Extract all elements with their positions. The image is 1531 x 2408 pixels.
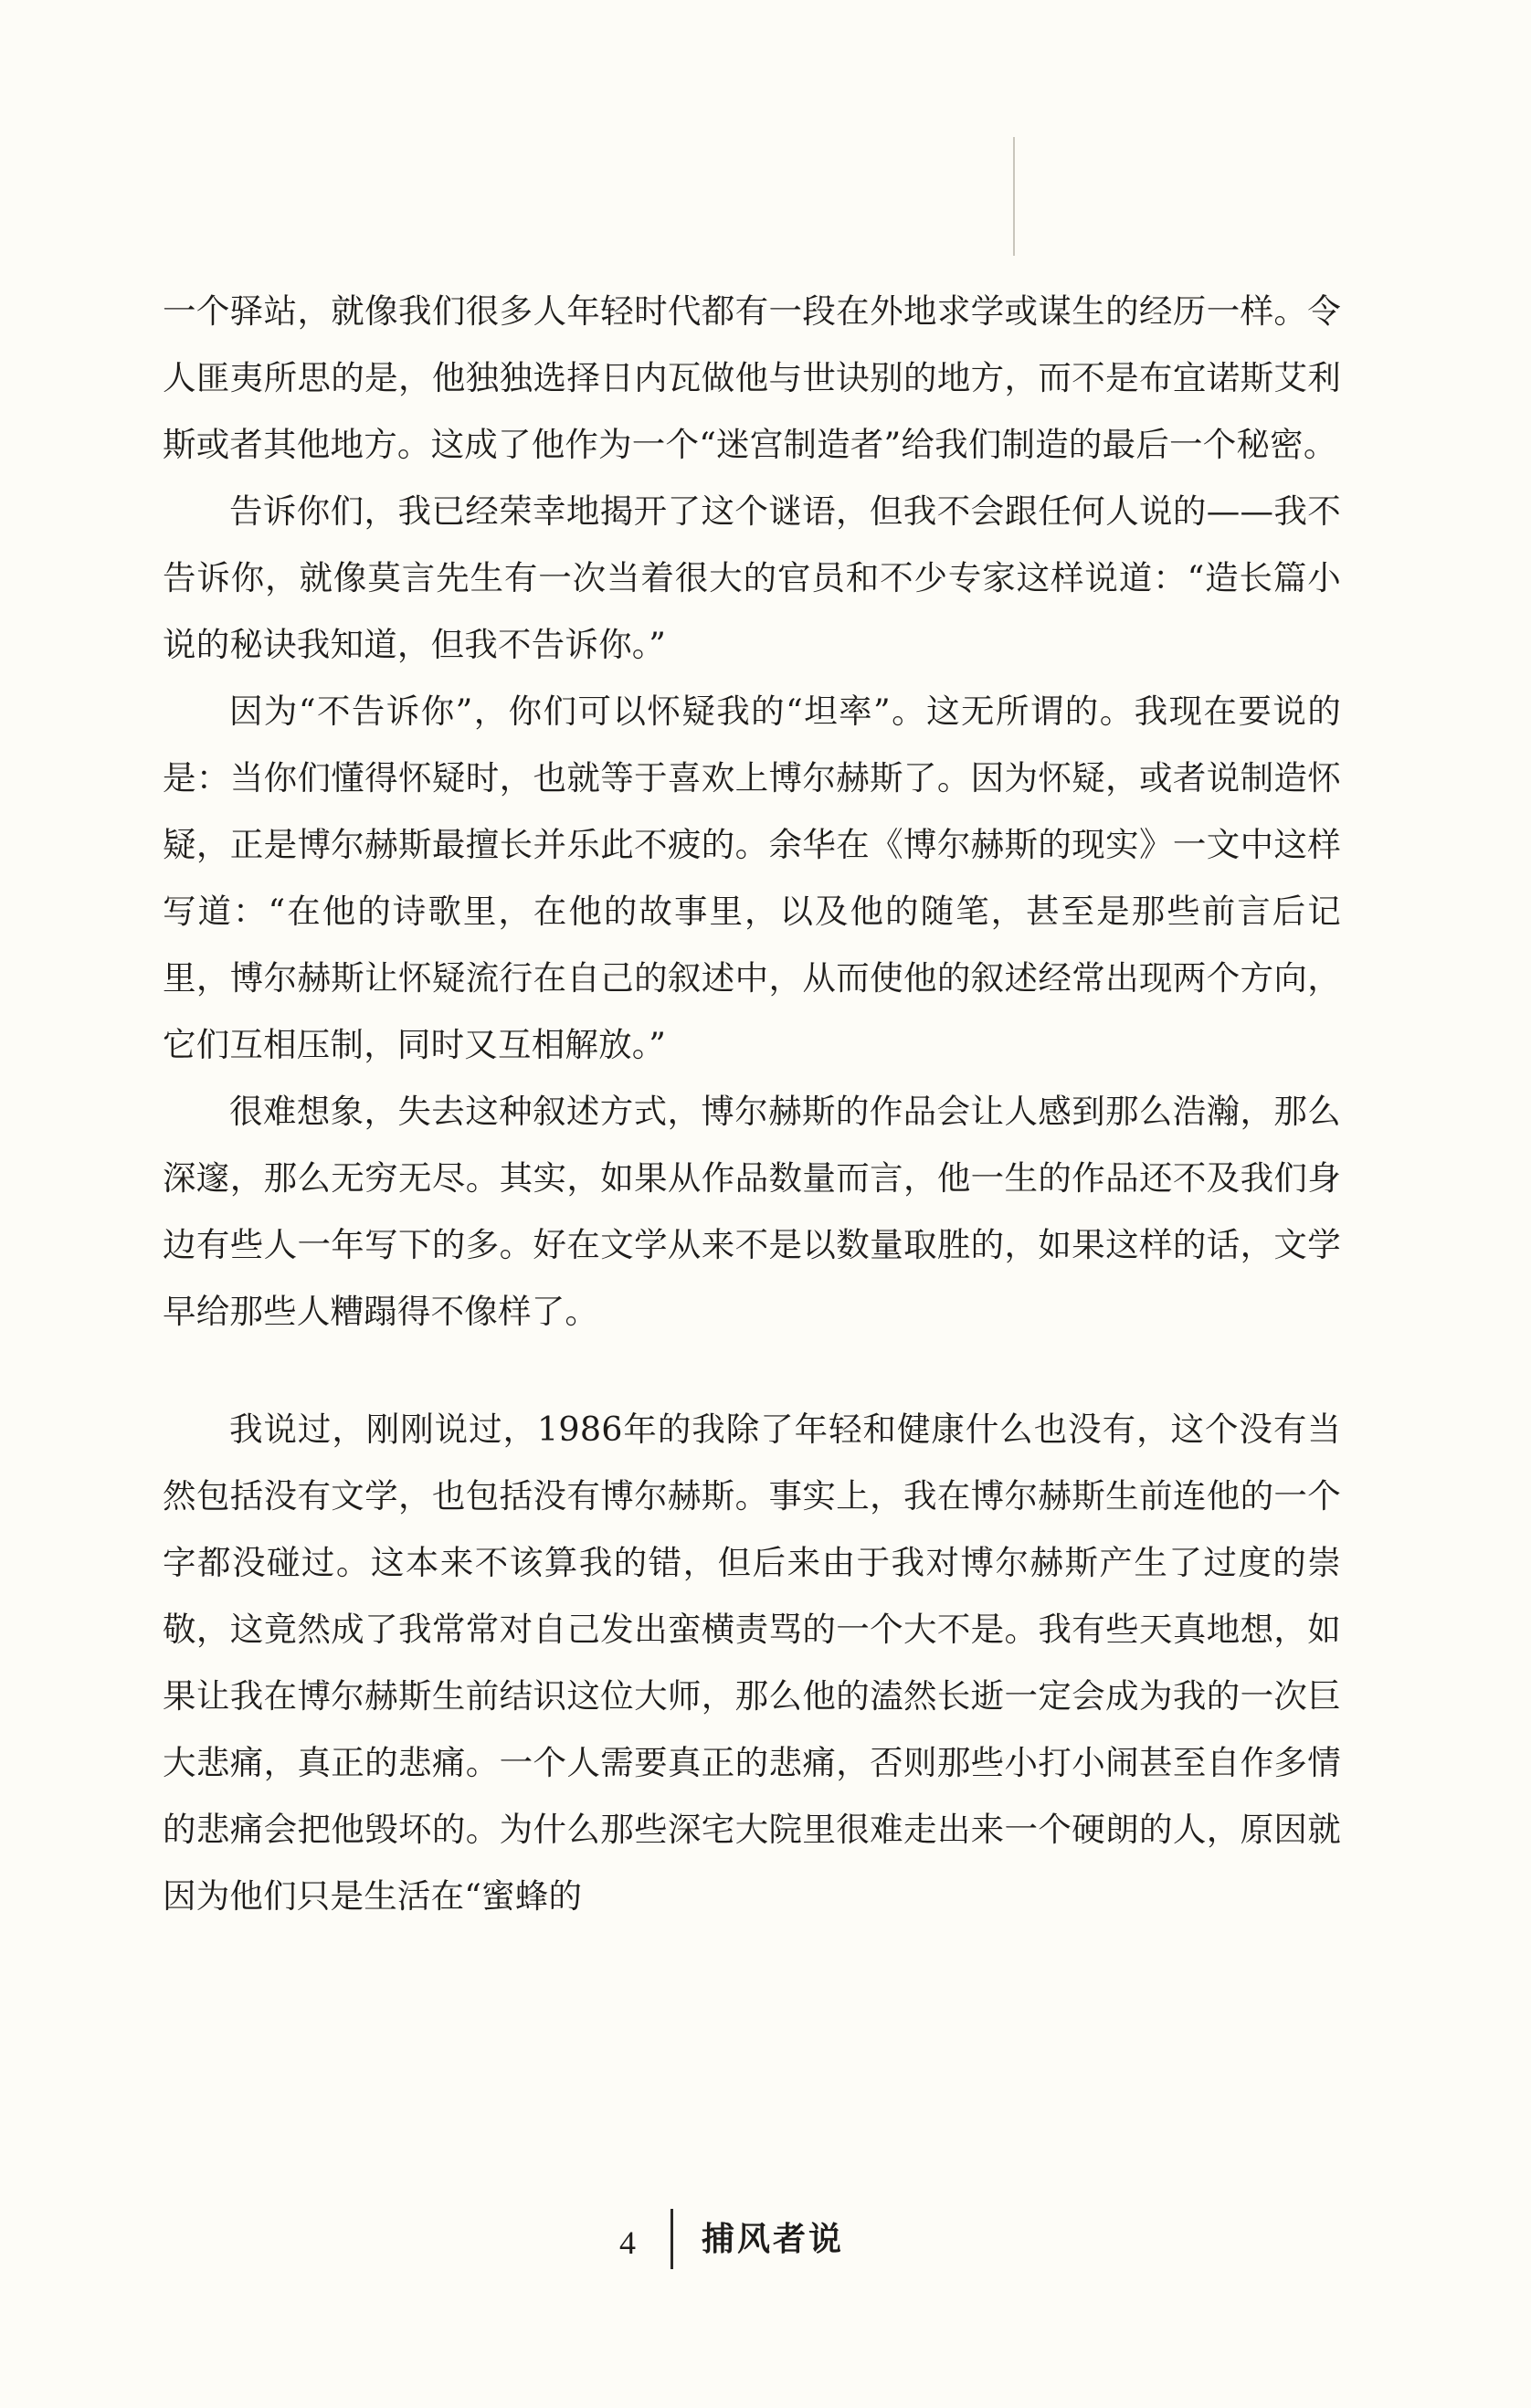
paragraph-1: 一个驿站，就像我们很多人年轻时代都有一段在外地求学或谋生的经历一样。令人匪夷所思的是，他独独选择日内瓦做他与世诀别的地方，而不是布宜诺斯艾利斯或者其他地方。这成了他作为一个“迷宫制造者”给我们制造的最后一个秘密。 (163, 291, 1341, 464)
page-body (163, 278, 1341, 1929)
page-number: 4 (619, 2224, 636, 2261)
running-book-title: 捕风者说 (702, 2220, 845, 2258)
page-footer (0, 2209, 1531, 2273)
paragraph-2: 告诉你们，我已经荣幸地揭开了这个谜语，但我不会跟任何人说的——我不告诉你，就像莫言先生有一次当着很大的官员和不少专家这样说道：“造长篇小说的秘诀我知道，但我不告诉你。” (163, 491, 1341, 664)
section-break (163, 1345, 1341, 1396)
paragraph-3: 因为“不告诉你”，你们可以怀疑我的“坦率”。这无所谓的。我现在要说的是：当你们懂得怀疑时，也就等于喜欢上博尔赫斯了。因为怀疑，或者说制造怀疑，正是博尔赫斯最擅长并乐此不疲的。余华在《博尔赫斯的现实》一文中这样写道：“在他的诗歌里，在他的故事里，以及他的随笔，甚至是那些前言后记里，博尔赫斯让怀疑流行在自己的叙述中，从而使他的叙述经常出现两个方向，它们互相压制，同时又互相解放。” (163, 692, 1341, 1064)
footer-divider (670, 2209, 673, 2269)
scan-margin-line (1013, 137, 1015, 256)
paragraph-5: 我说过，刚刚说过，1986年的我除了年轻和健康什么也没有，这个没有当然包括没有文学，也包括没有博尔赫斯。事实上，我在博尔赫斯生前连他的一个字都没碰过。这本来不该算我的错，但后来由于我对博尔赫斯产生了过度的崇敬，这竟然成了我常常对自己发出蛮横责骂的一个大不是。我有些天真地想，如果让我在博尔赫斯生前结识这位大师，那么他的溘然长逝一定会成为我的一次巨大悲痛，真正的悲痛。一个人需要真正的悲痛，否则那些小打小闹甚至自作多情的悲痛会把他毁坏的。为什么那些深宅大院里很难走出来一个硬朗的人，原因就因为他们只是生活在“蜜蜂的 (163, 1410, 1341, 1916)
paragraph-4: 很难想象，失去这种叙述方式，博尔赫斯的作品会让人感到那么浩瀚，那么深邃，那么无穷无尽。其实，如果从作品数量而言，他一生的作品还不及我们身边有些人一年写下的多。好在文学从来不是以数量取胜的，如果这样的话，文学早给那些人糟蹋得不像样了。 (163, 1092, 1341, 1331)
